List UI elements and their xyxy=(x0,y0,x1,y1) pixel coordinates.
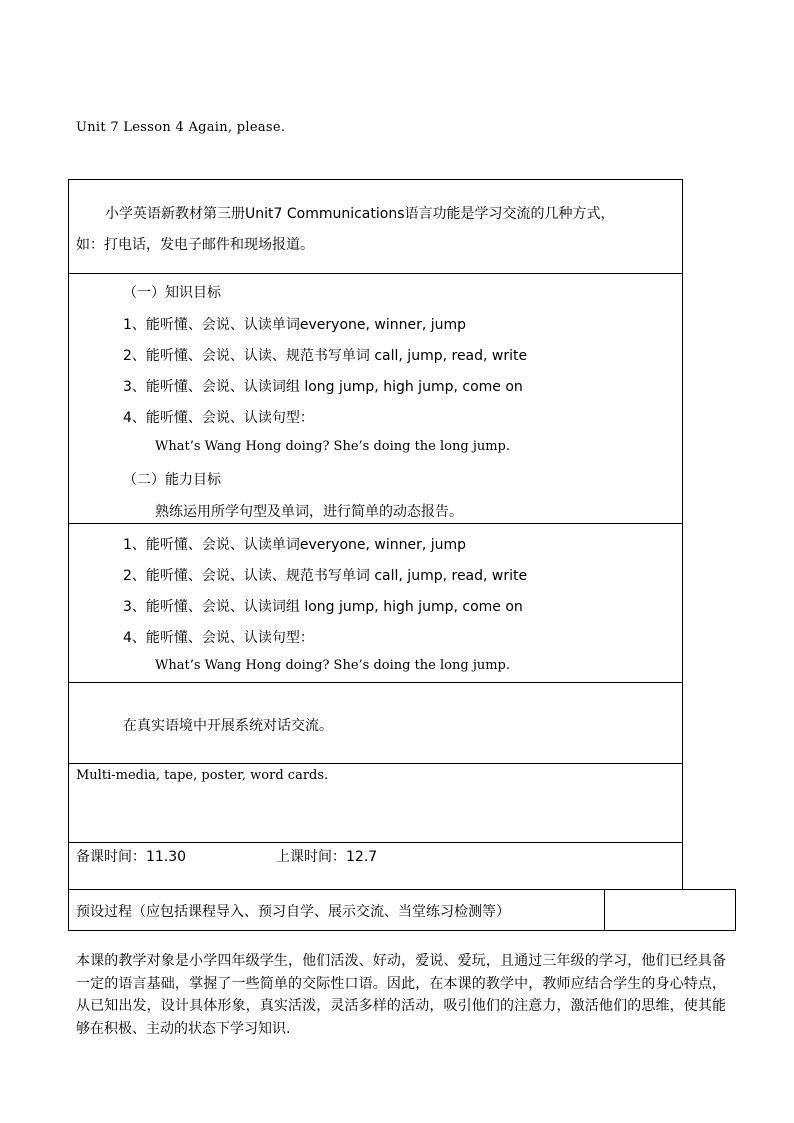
process-row-divider xyxy=(604,889,605,931)
difficulty-text: 在真实语境中开展系统对话交流。 xyxy=(123,718,333,734)
background-line-2: 如：打电话，发电子邮件和现场报道。 xyxy=(76,237,314,253)
analysis-paragraph: 本课的教学对象是小学四年级学生，他们活泼、好动，爱说、爱玩，且通过三年级的学习，他们已经具备一定的语言基础，掌握了一些简单的交际性口语。因此，在本课的教学中，教师应结合学生的身心特点，从已知出发，设计具体形象，真实活泼，灵活多样的活动，吸引他们的注意力，激活他们的思维，使其能够在积极、主动的状态下学习知识. xyxy=(76,953,726,1037)
row-divider xyxy=(68,273,683,274)
key-point-item: 1、能听懂、会说、认读单词everyone, winner, jump xyxy=(123,537,467,553)
ability-objectives-heading: （二）能力目标 xyxy=(123,472,221,488)
background-line-1: 小学英语新教材第三册Unit7 Communications语言功能是学习交流的几种方式， xyxy=(105,206,615,222)
row-divider xyxy=(68,682,683,683)
knowledge-objectives-heading: （一）知识目标 xyxy=(123,285,221,301)
process-heading: 预设过程（应包括课程导入、预习自学、展示交流、当堂练习检测等） xyxy=(76,904,510,920)
objective-item: 2、能听懂、会说、认读、规范书写单词 call, jump, read, write xyxy=(123,348,528,364)
key-point-item: 2、能听懂、会说、认读、规范书写单词 call, jump, read, write xyxy=(123,568,528,584)
class-time: 上课时间：12.7 xyxy=(276,849,378,865)
materials-text: Multi-media, tape, poster, word cards. xyxy=(76,768,329,783)
row-divider xyxy=(68,842,683,843)
document-title: Unit 7 Lesson 4 Again, please. xyxy=(76,120,286,135)
key-point-item: 3、能听懂、会说、认读词组 long jump, high jump, come on xyxy=(123,599,523,615)
key-point-sentence: What’s Wang Hong doing? She’s doing the long jump. xyxy=(155,658,511,673)
row-divider xyxy=(68,763,683,764)
objective-item: 4、能听懂、会说、认读句型： xyxy=(123,410,314,426)
objective-item: 1、能听懂、会说、认读单词everyone, winner, jump xyxy=(123,317,467,333)
ability-objectives-text: 熟练运用所学句型及单词，进行简单的动态报告。 xyxy=(155,504,463,520)
row-divider xyxy=(68,523,683,524)
objective-item: 3、能听懂、会说、认读词组 long jump, high jump, come on xyxy=(123,379,523,395)
objective-sentence: What’s Wang Hong doing? She’s doing the long jump. xyxy=(155,439,511,454)
key-point-item: 4、能听懂、会说、认读句型： xyxy=(123,630,314,646)
prep-time: 备课时间：11.30 xyxy=(76,849,187,865)
